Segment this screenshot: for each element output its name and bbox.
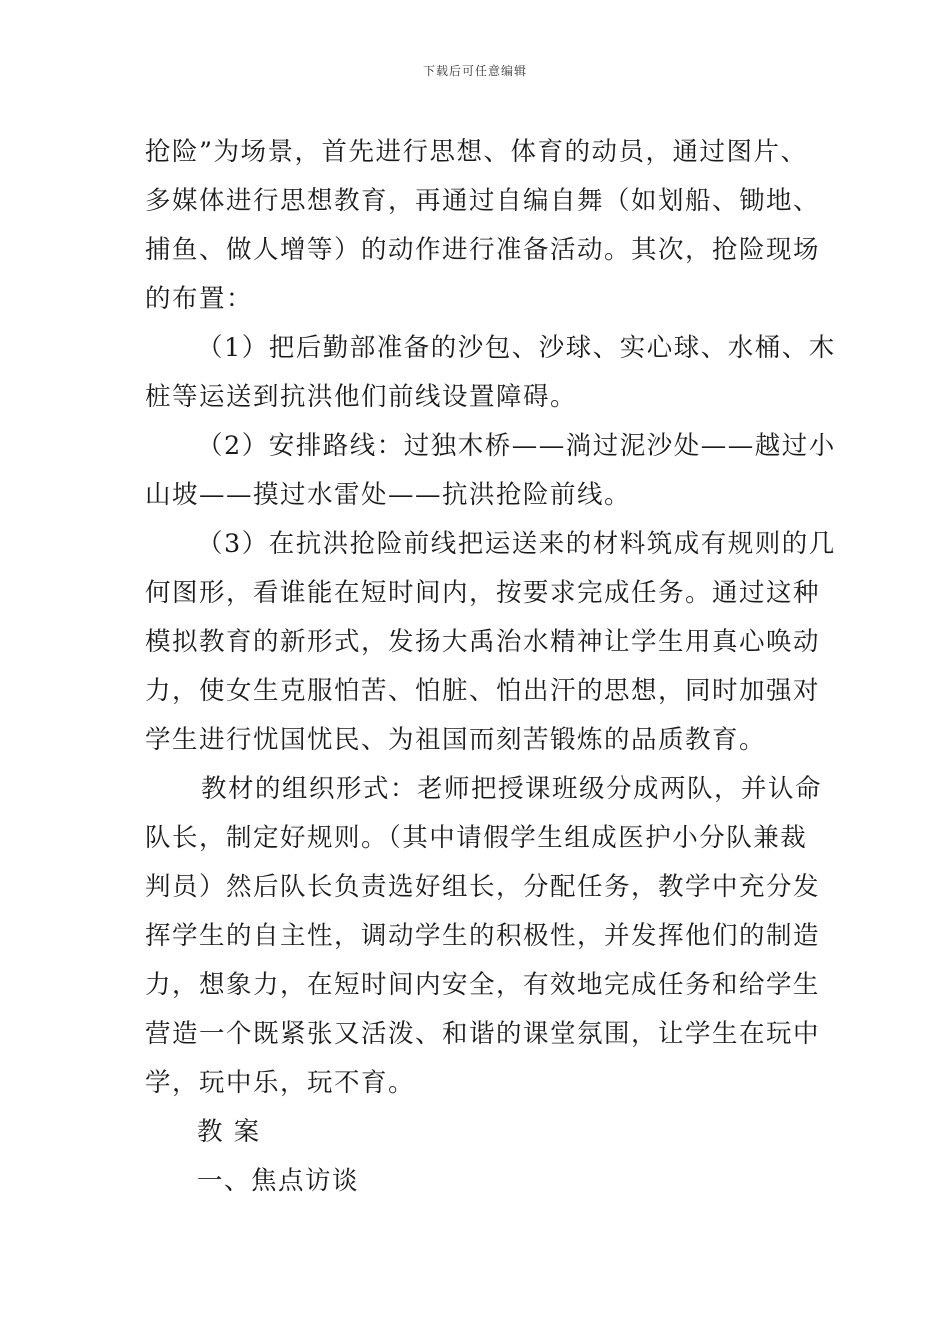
text-line: 模拟教育的新形式，发扬大禹治水精神让学生用真心唤动 (145, 627, 821, 657)
paragraph-start: 教材的组织形式：老师把授课班级分成两队，并认命 (201, 774, 823, 804)
text-line: 桩等运送到抗洪他们前线设置障碍。 (145, 382, 578, 412)
text-line: 力，想象力，在短时间内安全，有效地完成任务和给学生 (145, 970, 821, 1000)
text-line: 多媒体进行思想教育，再通过自编自舞（如划船、锄地、 (145, 186, 821, 216)
text-line: 队长，制定好规则。（其中请假学生组成医护小分队兼裁 (145, 823, 808, 853)
text-line: 何图形，看谁能在短时间内，按要求完成任务。通过这种 (145, 578, 821, 608)
text-line: 学生进行忧国忧民、为祖国而刻苦锻炼的品质教育。 (145, 725, 767, 755)
text-line: 的布置： (145, 284, 254, 314)
list-item-3: （3）在抗洪抢险前线把运送来的材料筑成有规则的几 (197, 529, 836, 559)
section-heading-lesson-plan: 教 案 (197, 1117, 261, 1147)
list-item-2: （2）安排路线：过独木桥——淌过泥沙处——越过小 (197, 431, 836, 461)
text-line: 营造一个既紧张又活泼、和谐的课堂氛围，让学生在玩中 (145, 1019, 821, 1049)
text-line: 捕鱼、做人增等）的动作进行准备活动。其次，抢险现场 (145, 235, 821, 265)
document-body (145, 128, 836, 1206)
text-line: 力，使女生克服怕苦、怕脏、怕出汗的思想，同时加强对 (145, 676, 821, 706)
section-heading-focus-interview: 一、焦点访谈 (197, 1166, 360, 1196)
page-header: 下载后可任意编辑 (422, 64, 527, 78)
text-line: 抢险”为场景，首先进行思想、体育的动员，通过图片、 (145, 137, 808, 167)
text-line: 山坡——摸过水雷处——抗洪抢险前线。 (145, 480, 632, 510)
text-line: 挥学生的自主性，调动学生的积极性，并发挥他们的制造 (145, 921, 821, 951)
text-line: 学，玩中乐，玩不育。 (145, 1068, 416, 1098)
list-item-1: （1）把后勤部准备的沙包、沙球、实心球、水桶、木 (197, 333, 836, 363)
text-line: 判员）然后队长负责选好组长，分配任务，教学中充分发 (145, 872, 821, 902)
